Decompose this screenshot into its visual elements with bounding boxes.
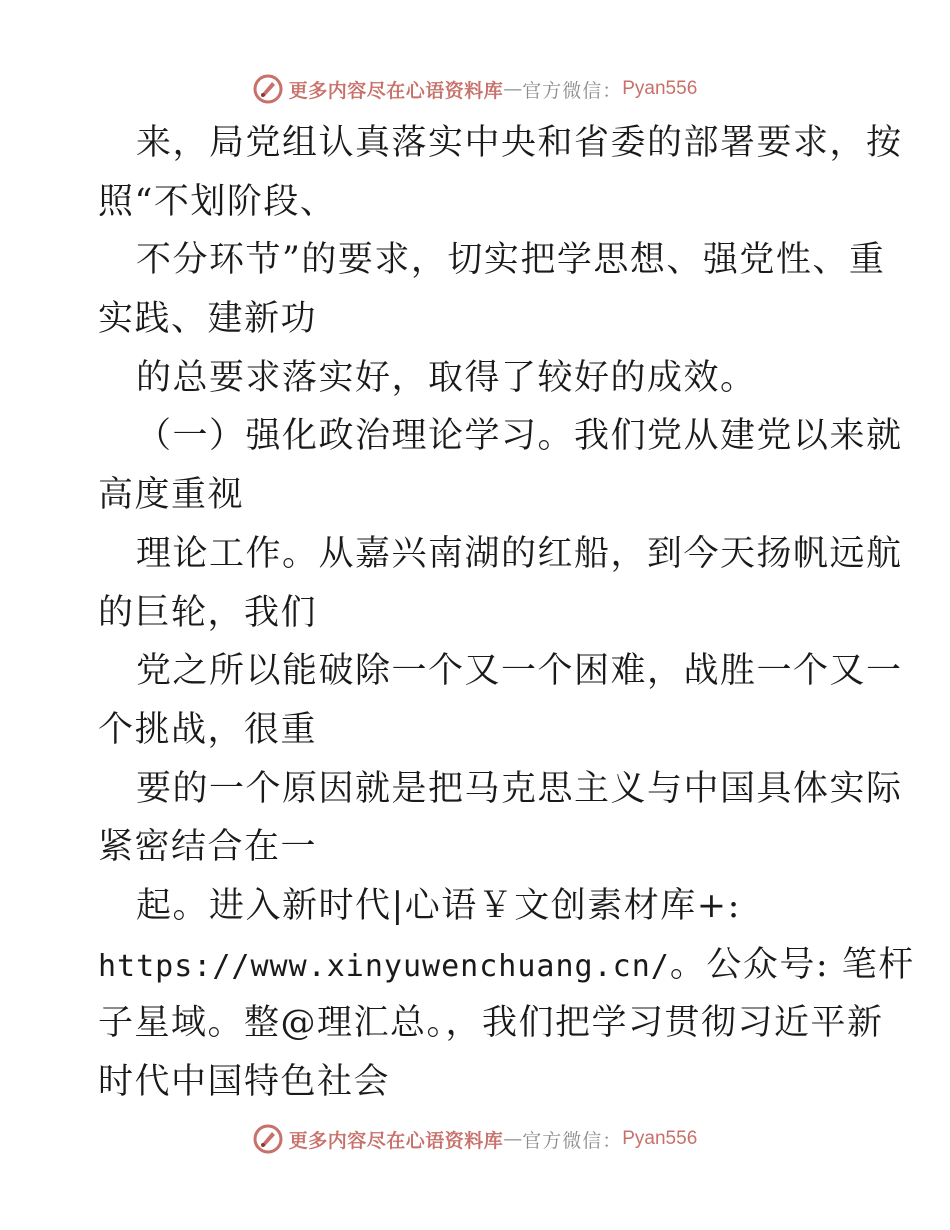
banner-main-text: 更多内容尽在心语资料库: [288, 1129, 504, 1152]
body-line: 照“不划阶段、: [98, 181, 337, 222]
body-line: 的总要求落实好，取得了较好的成效。: [136, 357, 757, 398]
banner-wechat-label: 官方微信：: [522, 1129, 623, 1152]
body-line: 起。进入新时代|心语￥文创素材库+:: [136, 885, 741, 926]
body-line: 紧密结合在一: [98, 827, 318, 868]
body-line: 子星域。整@理汇总。，我们把学习贯彻习近平新: [98, 1003, 884, 1044]
header-watermark-banner: [0, 72, 950, 106]
banner-dash: —: [503, 78, 523, 100]
body-line: 实践、建新功: [98, 299, 318, 340]
body-line: 要的一个原因就是把马克思主义与中国具体实际: [136, 768, 903, 809]
body-line: 理论工作。从嘉兴南湖的红船，到今天扬帆远航: [136, 533, 903, 574]
footer-watermark-banner: [0, 1122, 950, 1156]
body-line: 来，局党组认真落实中央和省委的部署要求，按: [136, 123, 903, 163]
body-line-fragment: 。公众号: 笔杆: [669, 944, 915, 985]
website-link-text: https://www.xinyuwenchuang.cn/: [98, 948, 670, 984]
banner-main-text: 更多内容尽在心语资料库: [288, 79, 504, 102]
document-body: [98, 114, 915, 1112]
body-line: 个挑战，很重: [98, 709, 318, 750]
brand-logo-icon: [253, 1124, 283, 1154]
body-line-url: [98, 936, 915, 995]
banner-wechat-label: 官方微信：: [522, 79, 623, 102]
body-line: 不分环节”的要求，切实把学思想、强党性、重: [136, 240, 886, 281]
banner-wechat-id: Pyan556: [622, 1128, 698, 1149]
body-line: 时代中国特色社会: [98, 1062, 391, 1102]
banner-dash: —: [503, 1128, 523, 1150]
body-line: 党之所以能破除一个又一个困难，战胜一个又一: [136, 651, 903, 692]
banner-wechat-id: Pyan556: [622, 78, 698, 99]
brand-logo-icon: [253, 74, 283, 104]
body-line: （一）强化政治理论学习。我们党从建党以来就: [136, 416, 903, 457]
body-line: 的巨轮，我们: [98, 592, 318, 633]
body-line: 高度重视: [98, 475, 245, 516]
